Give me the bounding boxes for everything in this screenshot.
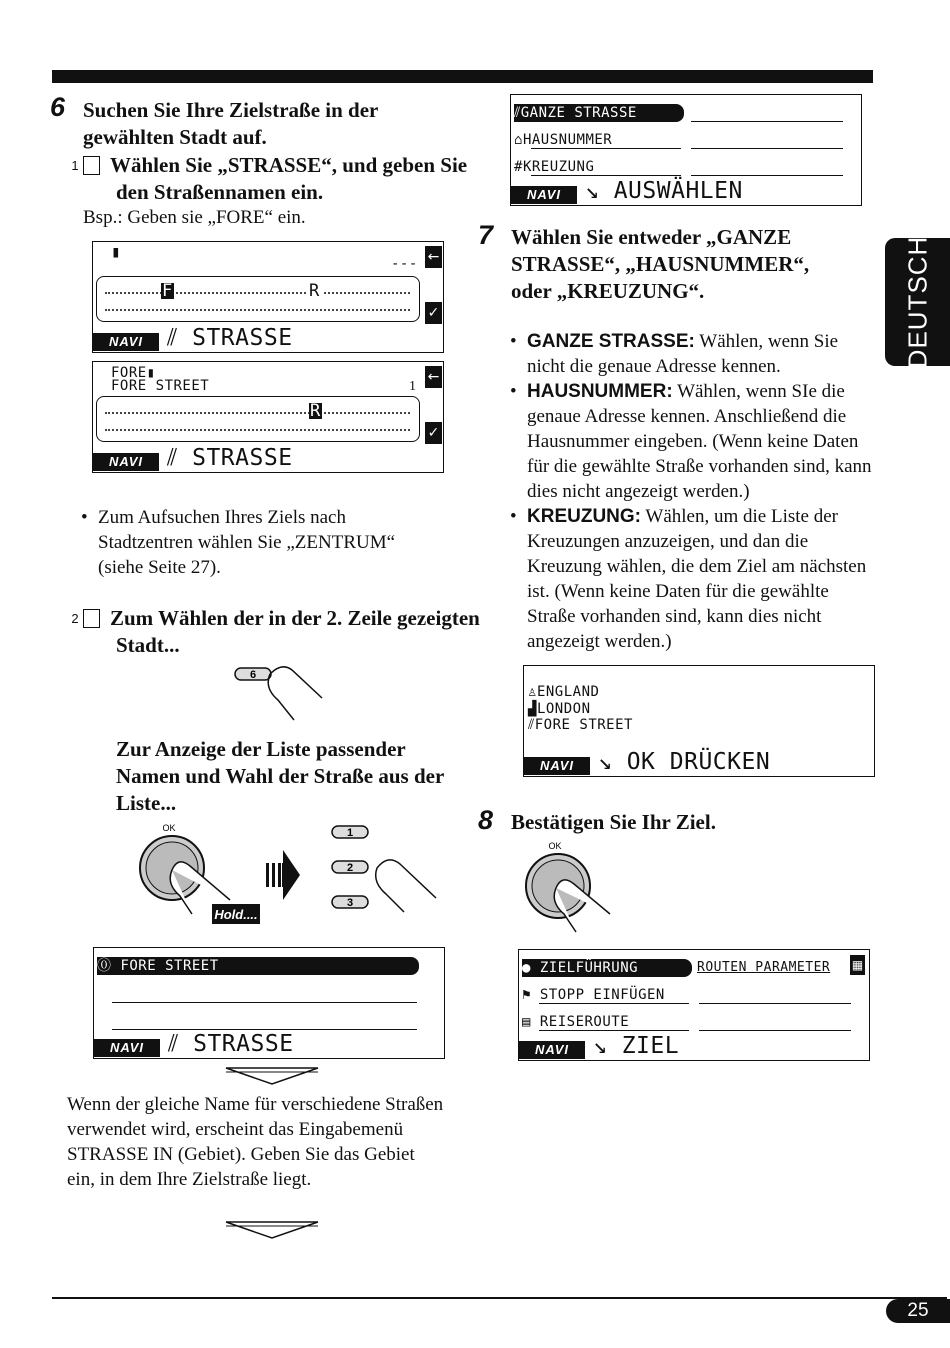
navi-label: NAVI [524, 757, 590, 775]
street-icon: ⫽ [514, 105, 521, 121]
bullet-term: GANZE STRASSE: [527, 331, 695, 352]
press-ok-illustration [518, 836, 628, 936]
bullet-zentrum: • Zum Aufsuchen Ihres Ziels nach Stadtzentren wählen Sie „ZENTRUM“ (siehe Seite 27). [98, 505, 428, 580]
navi-label: NAVI [93, 453, 159, 471]
mode-label-text: AUSWÄHLEN [613, 178, 743, 204]
hold-ok-illustration [132, 818, 452, 928]
same-name-note: Wenn der gleiche Name für verschiedene Straßen verwendet wird, erscheint das Eingabemenü STRASSE IN (Gebiet). Geben Sie das Gebiet ein, in dem Ihre Zielstraße liegt. [67, 1094, 444, 1190]
input-cursor: ▮ [111, 242, 122, 261]
street-icon: ⫽ [168, 1031, 194, 1057]
mode-label [168, 1031, 294, 1057]
list-item-selected [97, 957, 419, 975]
navi-label: NAVI [511, 186, 577, 204]
underline [531, 148, 681, 149]
menu-item-zielfuehrung [522, 959, 692, 977]
button-2-label: 2 [346, 862, 354, 874]
selected-letter: F [162, 281, 173, 301]
select-icon: ↘ [598, 749, 627, 775]
step-6-sub1-text: Wählen Sie „STRASSE“, und geben Sie den Straßennamen ein. [110, 153, 468, 204]
back-arrow-icon: ← [425, 246, 442, 268]
step-6-sub2 [71, 605, 481, 659]
crossing-icon: # [514, 159, 523, 175]
empty-item-line [691, 148, 843, 149]
bullet-kreuzung [527, 504, 872, 654]
menu-item-kreuzung [514, 159, 594, 175]
down-arrow-icon [224, 1066, 320, 1086]
street-icon: ⫽ [167, 325, 193, 351]
button-3-label: 3 [346, 897, 354, 909]
hold-label: Hold.... [214, 907, 258, 922]
mode-label-text: ZIEL [621, 1033, 680, 1059]
step-8-title: Bestätigen Sie Ihr Ziel. [511, 810, 716, 834]
character-selector [96, 276, 420, 322]
empty-input-dashes: --- [391, 256, 418, 272]
mode-label [585, 178, 743, 204]
finger-icon [376, 860, 436, 912]
menu-item-routen-parameter: ROUTEN PARAMETER [697, 960, 831, 975]
step-6-sub2-text: Zum Wählen der in der 2. Zeile gezeigten Stadt... [110, 606, 480, 657]
dot-row [105, 292, 410, 294]
empty-list-line [112, 1002, 417, 1003]
mode-label [598, 749, 770, 775]
calculator-icon: ▦ [850, 955, 865, 975]
menu-item-label: STOPP EINFÜGEN [539, 987, 665, 1003]
down-arrow-icon [224, 1220, 320, 1240]
check-icon: ✓ [425, 422, 442, 444]
language-tab [885, 235, 950, 369]
step-6-title: Suchen Sie Ihre Zielstraße in der gewählten Stadt auf. [83, 98, 378, 149]
menu-item-label: REISEROUTE [539, 1014, 630, 1030]
ok-label: OK [162, 823, 176, 833]
country-line [528, 684, 599, 700]
lcd-screen-destination-menu [518, 949, 870, 1061]
bullet-text: Wählen, wenn Sie nicht die genaue Adresse kennen. [527, 331, 839, 377]
city-line [528, 701, 591, 717]
street-line [528, 717, 633, 733]
page-number: 25 [886, 1299, 950, 1323]
mode-label-text: STRASSE [192, 325, 293, 351]
house-icon: ⌂ [514, 132, 523, 148]
underline [539, 1003, 689, 1004]
street-icon: ⫽ [528, 717, 535, 733]
select-icon: ↘ [585, 178, 614, 204]
navi-label: NAVI [519, 1041, 585, 1059]
city-name: LONDON [536, 701, 591, 717]
step-8-number: 8 [478, 805, 494, 835]
step-6-number: 6 [50, 92, 66, 122]
bullet-text: Wählen, wenn SIe die genaue Adresse kennen. Anschließend die Hausnummer eingeben. (Wenn keine Daten für die gewählte Straße vorhanden sind, kann dies nicht angezeigt werden.) [527, 381, 872, 502]
bottom-rule [52, 1297, 947, 1299]
lcd-screen-street-input [92, 241, 444, 353]
mode-label-text: OK DRÜCKEN [626, 749, 771, 775]
empty-item-line [691, 121, 843, 122]
lcd-screen-destination-confirm [523, 665, 875, 777]
selected-letter: R [310, 401, 321, 421]
bullet-ganze-strasse [527, 329, 872, 379]
empty-list-line [112, 1029, 417, 1030]
menu-item-ganze-strasse [514, 104, 684, 122]
mode-label-text: STRASSE [193, 1031, 294, 1057]
bullet-term: KREUZUNG: [527, 506, 641, 527]
street-name: FORE STREET [534, 717, 633, 733]
stop-icon: ⚑ [522, 987, 540, 1003]
list-item-label: FORE STREET [120, 958, 219, 974]
bullet-term: HAUSNUMMER: [527, 381, 673, 402]
button-6-label: 6 [249, 669, 257, 681]
menu-item-label: ZIELFÜHRUNG [539, 960, 639, 976]
underline [531, 175, 681, 176]
finger-icon [268, 667, 322, 720]
match-count: 1 [409, 379, 417, 394]
sub-number-2: 2 [83, 609, 100, 628]
ok-label: OK [548, 841, 562, 851]
empty-item-line [691, 175, 843, 176]
mode-label [167, 445, 293, 471]
check-icon: ✓ [425, 302, 442, 324]
step-7-title: Wählen Sie entweder „GANZE STRASSE“, „HAUSNUMMER“, oder „KREUZUNG“. [511, 225, 810, 303]
character-selector [96, 396, 420, 442]
lcd-screen-search-type [510, 94, 862, 206]
street-icon: ⫽ [167, 445, 193, 471]
matched-street: FORE STREET [111, 378, 210, 394]
menu-item-stopp-einfuegen [522, 987, 665, 1003]
mode-label [167, 325, 293, 351]
route-list-icon: ▤ [522, 1014, 540, 1030]
back-arrow-icon: ← [425, 366, 442, 388]
country-name: ENGLAND [536, 684, 600, 700]
dot-row [105, 429, 410, 431]
mode-label-text: STRASSE [192, 445, 293, 471]
navi-label: NAVI [93, 333, 159, 351]
press-button-6-illustration [230, 662, 330, 724]
example-text: Bsp.: Geben sie „FORE“ ein. [83, 207, 306, 228]
top-rule [52, 70, 873, 83]
language-tab-label: DEUTSCH [902, 235, 932, 369]
city-icon: ▟ [528, 701, 537, 717]
bullet-text: Wählen, um die Liste der Kreuzungen anzuzeigen, und dan die Kreuzung wählen, die dem Ziel am nächsten ist. (Wenn keine Daten für die gewählte Straße vorhanden sind, kann dies nicht angezeigt werden.) [527, 506, 867, 652]
menu-item-hausnummer [514, 132, 612, 148]
menu-item-label: KREUZUNG [522, 159, 595, 175]
sub-number-1: 1 [83, 156, 100, 175]
navi-label: NAVI [94, 1039, 160, 1057]
typed-text: FORE▮ [111, 365, 156, 381]
dot-row [105, 412, 410, 414]
country-icon: ♙ [528, 684, 537, 700]
guidance-icon: ● [522, 960, 540, 976]
lcd-screen-street-match [92, 361, 444, 473]
empty-item-line [699, 1030, 851, 1031]
select-icon: ↘ [593, 1033, 622, 1059]
step-6-sub1 [71, 152, 481, 206]
bullet-hausnummer [527, 379, 872, 504]
letter: R [309, 281, 320, 301]
button-1-label: 1 [346, 827, 354, 839]
menu-item-label: GANZE STRASSE [520, 105, 637, 121]
mode-label [593, 1033, 679, 1059]
circle-1-icon: ⓪ [97, 958, 121, 974]
empty-item-line [699, 1003, 851, 1004]
arrow-right-icon [266, 850, 300, 900]
lcd-screen-street-list [93, 947, 445, 1059]
menu-item-label: HAUSNUMMER [522, 132, 613, 148]
list-selection-text: Zur Anzeige der Liste passender Namen und Wahl der Straße aus der Liste... [116, 737, 444, 815]
dot-row [105, 309, 410, 311]
step-7-number: 7 [478, 220, 494, 250]
menu-item-reiseroute [522, 1014, 629, 1030]
underline [539, 1030, 689, 1031]
